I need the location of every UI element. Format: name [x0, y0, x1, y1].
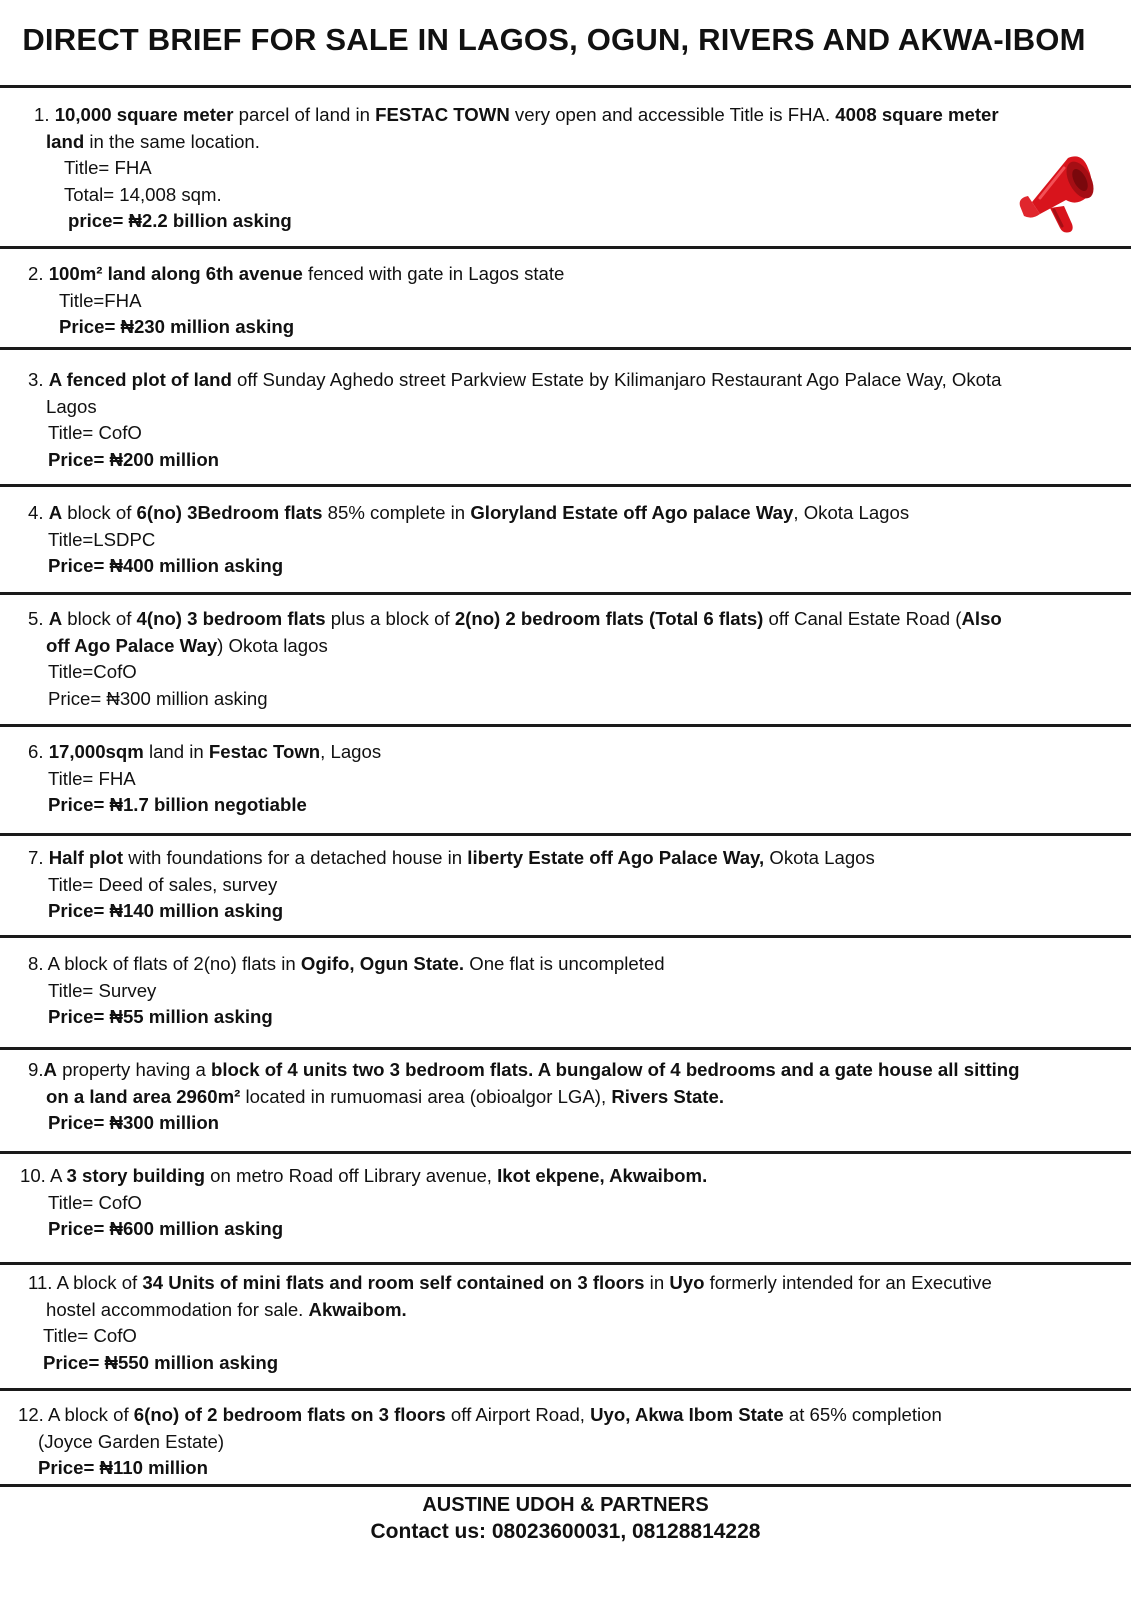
- emphasis-text: A: [43, 1059, 57, 1080]
- emphasis-text: Gloryland Estate off Ago palace Way: [470, 502, 794, 523]
- listing-detail-line: [0, 659, 1108, 686]
- emphasis-text: land: [46, 130, 85, 152]
- listing-detail-line: [0, 208, 1108, 235]
- listing-item: [0, 500, 1108, 580]
- listing-description: [0, 845, 1108, 872]
- listing-item: [0, 367, 1108, 473]
- listing-text: block of: [62, 608, 137, 629]
- listing-text: Title=CofO: [48, 661, 137, 682]
- emphasis-text: Uyo, Akwa Ibom State: [590, 1404, 784, 1425]
- listing-text: 12. A block of: [18, 1404, 134, 1425]
- listing-text: Title= CofO: [48, 422, 142, 443]
- section-divider: [0, 85, 1131, 88]
- section-divider: [0, 935, 1131, 938]
- listing-text: property having a: [56, 1059, 211, 1080]
- listing-text: 10. A: [20, 1165, 67, 1186]
- listing-detail-line: [0, 1297, 1108, 1324]
- emphasis-text: Price= ₦1.7 billion negotiable: [48, 794, 307, 815]
- listing-text: ) Okota lagos: [217, 634, 328, 656]
- listing-text: fenced with gate in Lagos state: [302, 263, 565, 284]
- emphasis-text: Price= ₦230 million asking: [59, 316, 295, 337]
- listing-detail-line: [0, 1110, 1108, 1137]
- listing-text: Title= FHA: [48, 767, 136, 789]
- section-divider: [0, 1151, 1131, 1154]
- listing-text: Title= CofO: [43, 1325, 137, 1346]
- listing-text: 1.: [34, 104, 55, 125]
- emphasis-text: Price= ₦400 million asking: [48, 555, 284, 576]
- listing-item: [0, 261, 1108, 341]
- listing-text: off Canal Estate Road (: [763, 608, 962, 629]
- emphasis-text: 100m² land along 6th avenue: [48, 263, 303, 284]
- emphasis-text: Akwaibom.: [308, 1298, 407, 1320]
- emphasis-text: A fenced plot of land: [48, 369, 232, 390]
- emphasis-text: 3 story building: [66, 1165, 205, 1186]
- page-title: DIRECT BRIEF FOR SALE IN LAGOS, OGUN, RIVERS AND AKWA-IBOM: [22, 22, 1086, 57]
- emphasis-text: Also: [961, 608, 1002, 629]
- listing-detail-line: [0, 314, 1108, 341]
- listing-description: [0, 102, 1108, 129]
- section-divider: [0, 347, 1131, 350]
- listing-description: [0, 1270, 1108, 1297]
- listing-item: [0, 739, 1108, 819]
- listing-item: [0, 606, 1108, 712]
- listing-detail-line: [0, 155, 1108, 182]
- listing-detail-line: [0, 182, 1108, 209]
- listing-text: 4.: [28, 502, 49, 523]
- listing-detail-line: [0, 686, 1108, 713]
- emphasis-text: block of 4 units two 3 bedroom flats. A bungalow of 4 bedrooms and a gate house all sitting: [210, 1059, 1020, 1080]
- emphasis-text: Price= ₦110 million: [38, 1457, 209, 1478]
- listing-description: [0, 367, 1108, 394]
- emphasis-text: Price= ₦300 million: [48, 1112, 220, 1133]
- listing-detail-line: [0, 553, 1108, 580]
- section-divider: [0, 484, 1131, 487]
- listing-text: Total= 14,008 sqm.: [64, 183, 222, 205]
- listing-text: parcel of land in: [233, 104, 376, 125]
- listing-description: [0, 1163, 1108, 1190]
- listing-text: 2.: [28, 263, 49, 284]
- listing-text: in: [644, 1272, 670, 1293]
- listing-text: with foundations for a detached house in: [123, 847, 468, 868]
- listing-text: off Airport Road,: [445, 1404, 591, 1425]
- listing-item: [0, 951, 1108, 1031]
- emphasis-text: 17,000sqm: [48, 741, 144, 762]
- section-divider: [0, 1484, 1131, 1487]
- emphasis-text: off Ago Palace Way: [46, 634, 218, 656]
- listing-text: located in rumuomasi area (obioalgor LGA),: [240, 1085, 612, 1107]
- listing-text: Price= ₦300 million asking: [48, 687, 268, 709]
- listing-text: block of: [62, 502, 137, 523]
- emphasis-text: 34 Units of mini flats and room self contained on 3 floors: [142, 1272, 645, 1293]
- listing-detail-line: [0, 527, 1108, 554]
- listing-text: Okota Lagos: [764, 847, 875, 868]
- emphasis-text: A: [48, 502, 63, 523]
- listing-detail-line: [0, 1455, 1108, 1482]
- listing-item: [0, 845, 1108, 925]
- listing-detail-line: [0, 1323, 1108, 1350]
- emphasis-text: 6(no) of 2 bedroom flats on 3 floors: [133, 1404, 446, 1425]
- listing-text: Title= FHA: [64, 157, 152, 178]
- emphasis-text: 10,000 square meter: [54, 104, 234, 125]
- emphasis-text: Price= ₦140 million asking: [48, 900, 284, 921]
- listing-item: [0, 1402, 1108, 1482]
- listing-text: 85% complete in: [322, 502, 471, 523]
- listing-text: 8. A block of flats of 2(no) flats in: [28, 953, 301, 974]
- listing-detail-line: [0, 872, 1108, 899]
- listing-text: on metro Road off Library avenue,: [204, 1165, 498, 1186]
- listing-description: [0, 606, 1108, 633]
- listing-text: , Lagos: [320, 741, 382, 762]
- section-divider: [0, 592, 1131, 595]
- listing-text: 3.: [28, 369, 49, 390]
- listing-detail-line: [0, 978, 1108, 1005]
- emphasis-text: price= ₦2.2 billion asking: [68, 210, 292, 231]
- listing-text: land in: [143, 741, 209, 762]
- section-divider: [0, 1262, 1131, 1265]
- emphasis-text: Half plot: [48, 847, 124, 868]
- emphasis-text: 2(no) 2 bedroom flats (Total 6 flats): [454, 608, 764, 629]
- emphasis-text: Price= ₦200 million: [48, 448, 220, 470]
- emphasis-text: on a land area 2960m²: [46, 1085, 241, 1107]
- listing-text: Title=FHA: [59, 289, 142, 311]
- emphasis-text: Price= ₦55 million asking: [48, 1006, 273, 1027]
- section-divider: [0, 1047, 1131, 1050]
- emphasis-text: 6(no) 3Bedroom flats: [136, 502, 323, 523]
- listing-text: off Sunday Aghedo street Parkview Estate by Kilimanjaro Restaurant Ago Palace Way, Okota: [231, 369, 1002, 390]
- listing-description: [0, 951, 1108, 978]
- emphasis-text: liberty Estate off Ago Palace Way,: [467, 847, 765, 868]
- emphasis-text: Ikot ekpene, Akwaibom.: [497, 1165, 708, 1186]
- listing-text: formerly intended for an Executive: [704, 1272, 992, 1293]
- section-divider: [0, 833, 1131, 836]
- listing-text: Title= Survey: [48, 979, 157, 1001]
- listing-description: [0, 739, 1108, 766]
- listing-item: [0, 102, 1108, 235]
- emphasis-text: FESTAC TOWN: [375, 104, 510, 125]
- listing-detail-line: [0, 898, 1108, 925]
- listing-detail-line: [0, 792, 1108, 819]
- listing-text: Title= Deed of sales, survey: [48, 873, 278, 895]
- footer-company-name: AUSTINE UDOH & PARTNERS: [422, 1494, 709, 1516]
- listing-detail-line: [0, 129, 1108, 156]
- listing-text: 6.: [28, 741, 49, 762]
- listing-text: Title=LSDPC: [48, 528, 156, 550]
- listing-item: [0, 1163, 1108, 1243]
- listing-detail-line: [0, 288, 1108, 315]
- listing-detail-line: [0, 766, 1108, 793]
- emphasis-text: Festac Town: [208, 741, 321, 762]
- listing-item: [0, 1057, 1108, 1137]
- listing-text: , Okota Lagos: [793, 502, 910, 523]
- listing-text: plus a block of: [325, 608, 455, 629]
- emphasis-text: Ogifo, Ogun State.: [300, 953, 465, 974]
- listing-text: very open and accessible Title is FHA.: [509, 104, 836, 125]
- listing-text: at 65% completion: [783, 1404, 942, 1425]
- listing-text: 11. A block of: [28, 1272, 143, 1293]
- listing-description: [0, 1057, 1108, 1084]
- emphasis-text: Price= ₦550 million asking: [43, 1351, 279, 1373]
- megaphone-icon: [1010, 140, 1110, 240]
- listing-text: in the same location.: [84, 130, 260, 152]
- listing-detail-line: [0, 1004, 1108, 1031]
- emphasis-text: 4(no) 3 bedroom flats: [136, 608, 326, 629]
- emphasis-text: A: [48, 608, 63, 629]
- listing-detail-line: [0, 633, 1108, 660]
- footer-contact: Contact us: 08023600031, 08128814228: [370, 1520, 761, 1543]
- listing-detail-line: [0, 1350, 1108, 1377]
- listing-text: Lagos: [46, 395, 97, 417]
- listing-text: 7.: [28, 847, 49, 868]
- listing-detail-line: [0, 1216, 1108, 1243]
- listing-item: [0, 1270, 1108, 1376]
- listing-text: hostel accommodation for sale.: [46, 1298, 309, 1320]
- listing-text: Title= CofO: [48, 1191, 142, 1213]
- listing-detail-line: [0, 1084, 1108, 1111]
- listing-description: [0, 500, 1108, 527]
- section-divider: [0, 1388, 1131, 1391]
- section-divider: [0, 724, 1131, 727]
- emphasis-text: Uyo: [669, 1272, 705, 1293]
- listing-description: [0, 1402, 1108, 1429]
- listing-detail-line: [0, 394, 1108, 421]
- listing-detail-line: [0, 447, 1108, 474]
- listing-detail-line: [0, 1190, 1108, 1217]
- section-divider: [0, 246, 1131, 249]
- listing-description: [0, 261, 1108, 288]
- listing-text: 9.: [28, 1059, 44, 1080]
- listing-text: One flat is uncompleted: [464, 953, 665, 974]
- emphasis-text: Rivers State.: [611, 1085, 724, 1107]
- emphasis-text: Price= ₦600 million asking: [48, 1218, 284, 1239]
- listing-text: (Joyce Garden Estate): [38, 1430, 225, 1452]
- listing-text: 5.: [28, 608, 49, 629]
- listing-detail-line: [0, 420, 1108, 447]
- emphasis-text: 4008 square meter: [835, 104, 999, 125]
- listing-detail-line: [0, 1429, 1108, 1456]
